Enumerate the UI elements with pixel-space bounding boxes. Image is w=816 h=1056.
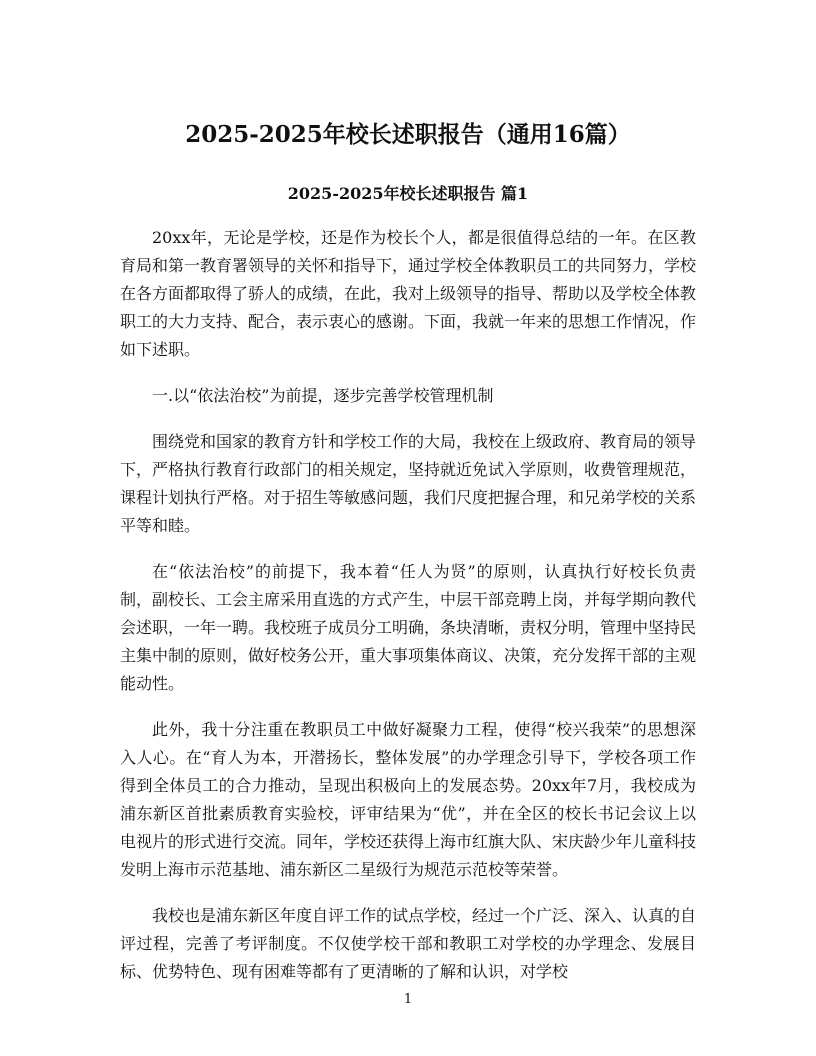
document-body	[120, 224, 696, 1004]
paragraph-self-evaluation: 我校也是浦东新区年度自评工作的试点学校，经过一个广泛、深入、认真的自评过程，完善了考评制度。不仅使学校干部和教职工对学校的办学理念、发展目标、优势特色、现有困难等都有了更清晰的了解和认识，对学校	[120, 906, 697, 981]
paragraph-policy: 围绕党和国家的教育方针和学校工作的大局，我校在上级政府、教育局的领导下，严格执行教育行政部门的相关规定，坚持就近免试入学原则，收费管理规范，课程计划执行严格。对于招生等敏感问题，我们尺度把握合理，和兄弟学校的关系平等和睦。	[120, 432, 697, 535]
page-number: 1	[403, 992, 413, 1007]
paragraph-intro: 20xx年，无论是学校，还是作为校长个人，都是很值得总结的一年。在区教育局和第一教育署领导的关怀和指导下，通过学校全体教职员工的共同努力，学校在各方面都取得了骄人的成绩，在此，我对上级领导的指导、帮助以及学校全体教职工的大力支持、配合，表示衷心的感谢。下面，我就一年来的思想工作情况，作如下述职。	[120, 228, 697, 359]
paragraph-management: 在“依法治校”的前提下，我本着“任人为贤”的原则，认真执行好校长负责制，副校长、工会主席采用直选的方式产生，中层干部竞聘上岗，并每学期向教代会述职，一年一聘。我校班子成员分工明确，条块清晰，责权分明，管理中坚持民主集中制的原则，做好校务公开，重大事项集体商议、决策，充分发挥干部的主观能动性。	[120, 562, 697, 693]
section-title: 2025-2025年校长述职报告 篇1	[287, 184, 529, 203]
document-title: 2025-2025年校长述职报告（通用16篇）	[185, 121, 631, 148]
subheading-rule-of-law: 一.以“依法治校”为前提，逐步完善学校管理机制	[152, 386, 494, 405]
paragraph-cohesion: 此外，我十分注重在教职员工中做好凝聚力工程，使得“校兴我荣”的思想深入人心。在“育人为本，开潜扬长，整体发展”的办学理念引导下，学校各项工作得到全体员工的合力推动，呈现出积极向上的发展态势。20xx年7月，我校成为浦东新区首批素质教育实验校，评审结果为“优”，并在全区的校长书记会议上以电视片的形式进行交流。同年，学校还获得上海市红旗大队、宋庆龄少年儿童科技发明上海市示范基地、浦东新区二星级行为规范示范校等荣誉。	[120, 720, 697, 879]
